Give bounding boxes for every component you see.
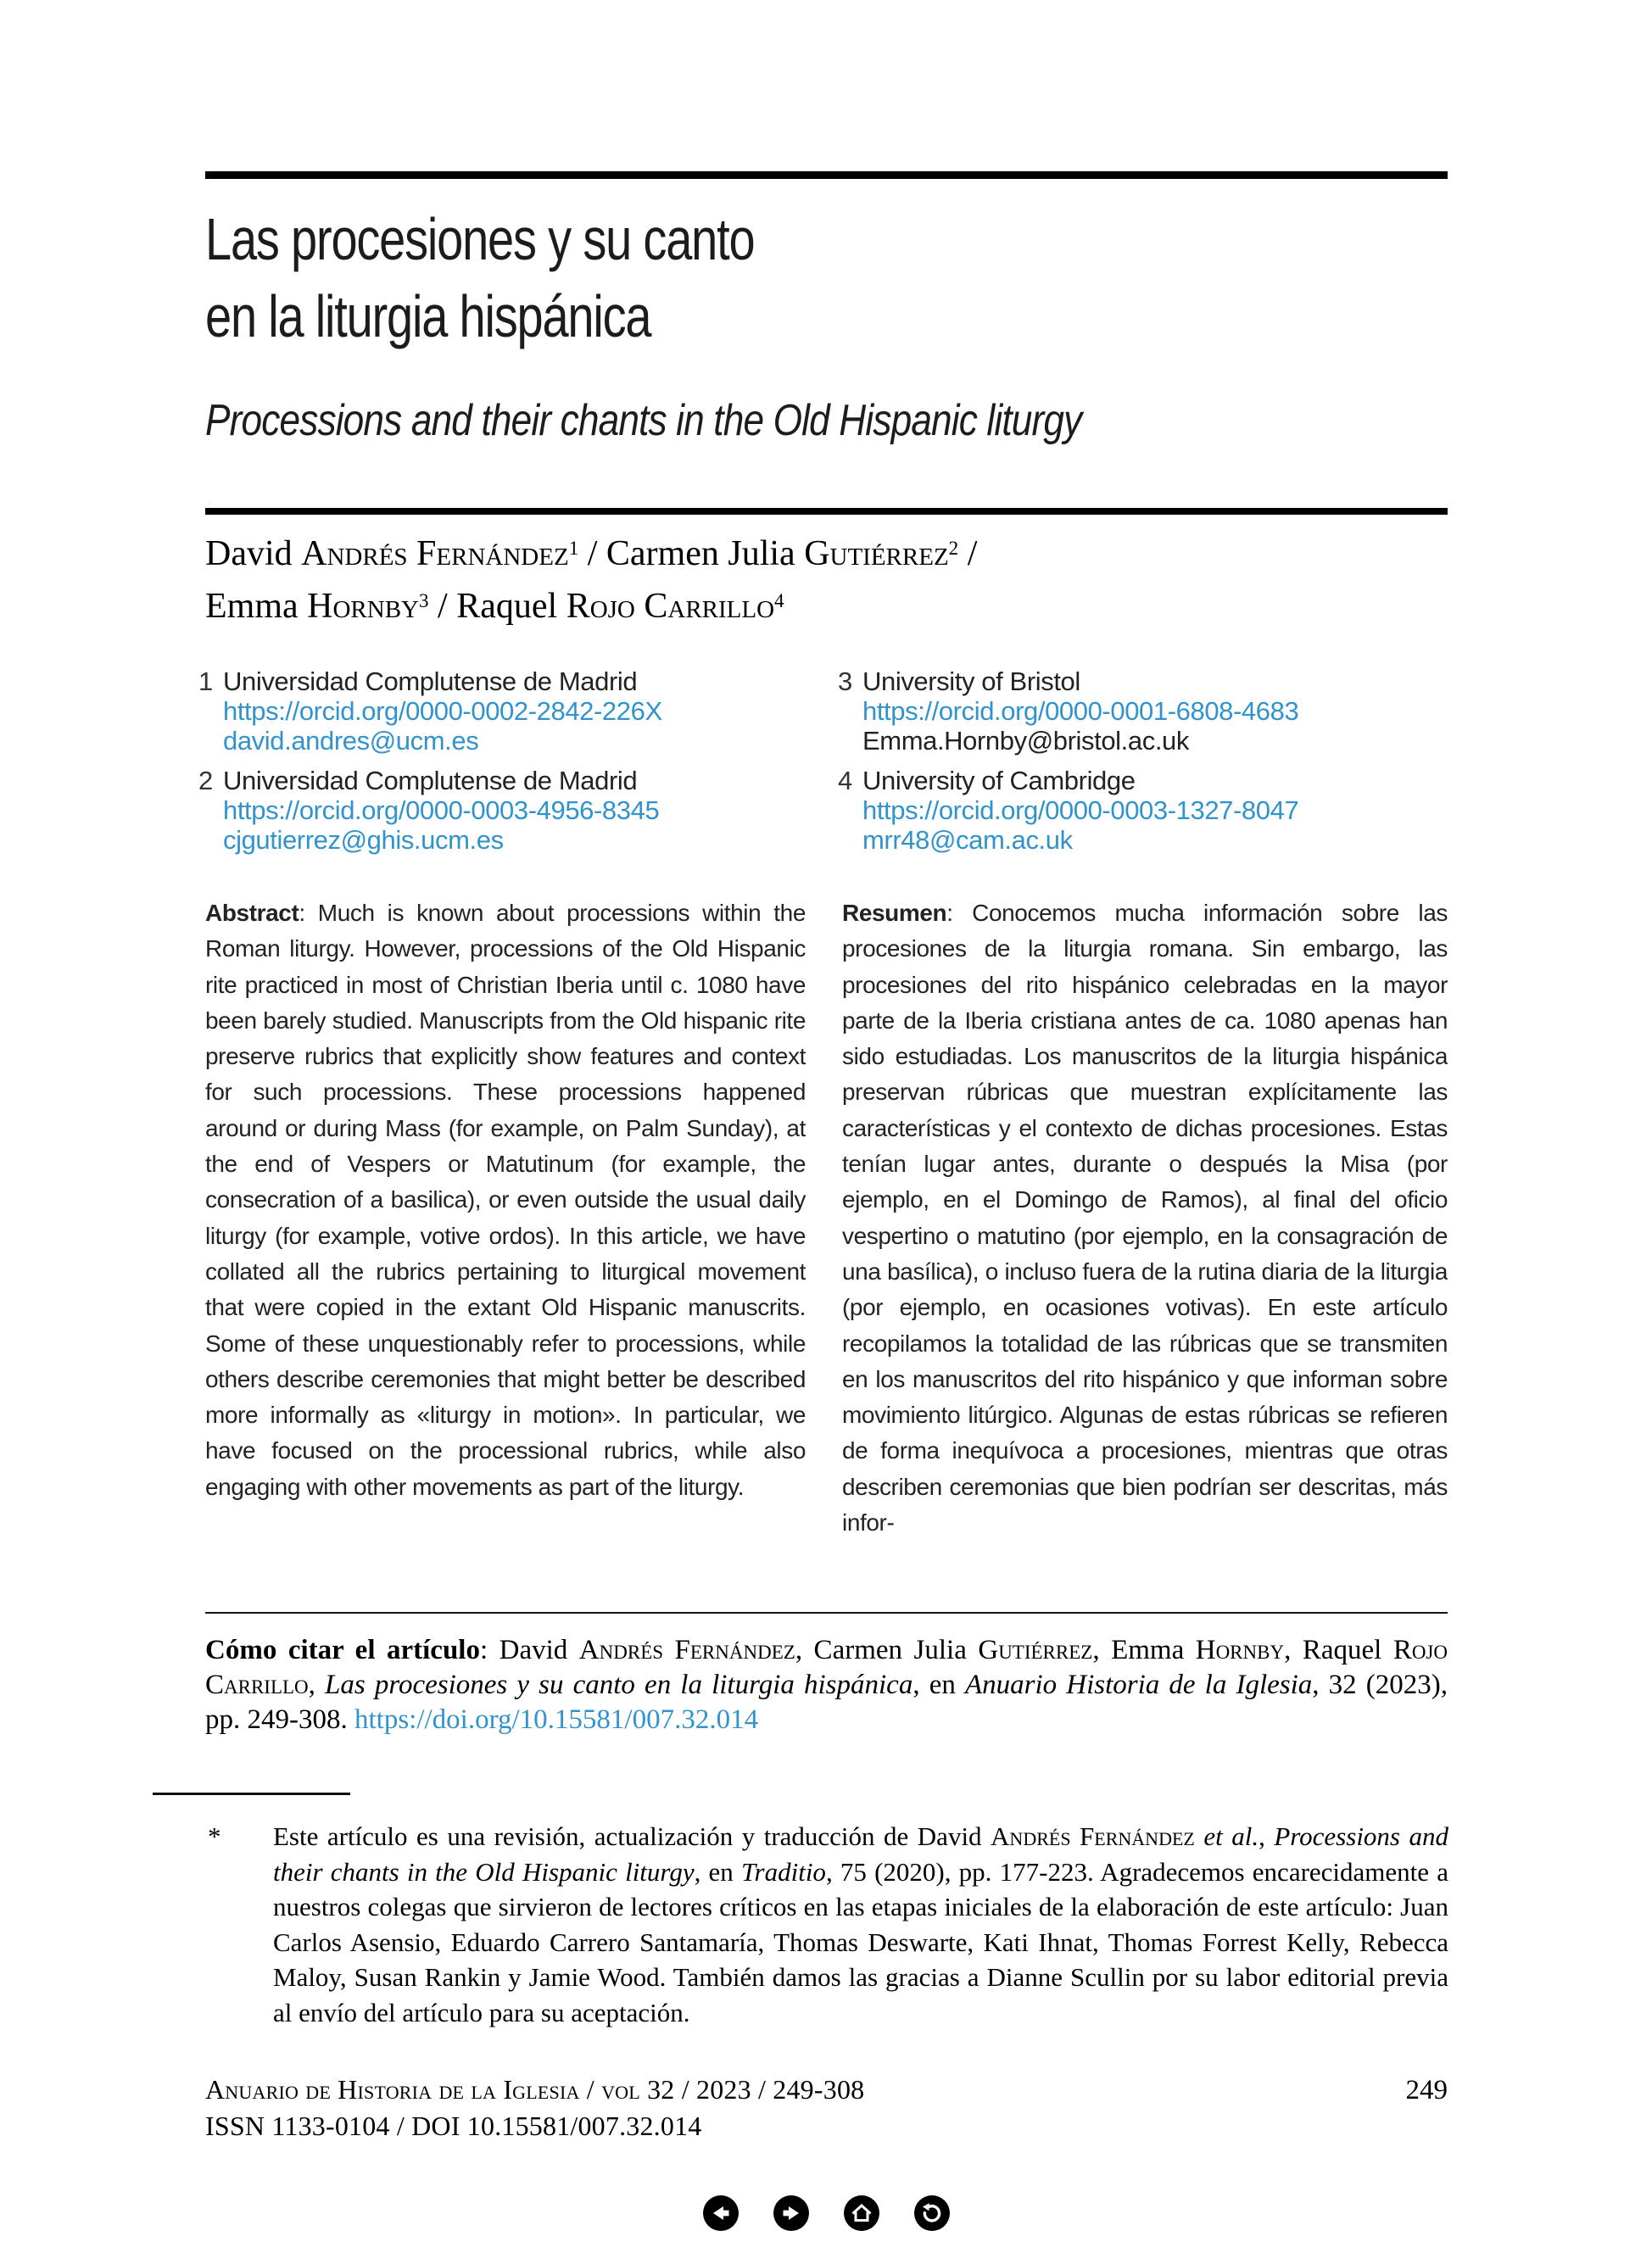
footnote (208, 1819, 1448, 2030)
article-title-en: Processions and their chants in the Old Hispanic liturgy (205, 396, 1082, 445)
orcid-link[interactable]: https://orcid.org/0000-0003-4956-8345 (223, 795, 660, 825)
email-link[interactable]: mrr48@cam.ac.uk (862, 825, 1073, 855)
orcid-link[interactable]: https://orcid.org/0000-0001-6808-4683 (862, 696, 1299, 726)
abstract-english: Abstract: Much is known about processions within the Roman liturgy. However, processions of the Old Hispanic rite practiced in most of Christian Iberia until c. 1080 have been barely studied. Manuscripts from the Old hispanic rite preserve rubrics that explicitly show features and context for such processions. These processions happened around or during Mass (for example, on Palm Sunday), at the end of Vespers or Matutinum (for example, the consecration of a basilica), or even outside the usual daily liturgy (for example, votive ordos). In this article, we have collated all the rubrics pertaining to liturgical movement that were copied in the extant Old Hispanic manuscrits. Some of these unquestionably refer to processions, while others describe ceremonies that might better be described more informally as «liturgy in motion». In particular, we have focused on the processional rubrics, while also engaging with other movements as part of the liturgy. (205, 900, 806, 1500)
affiliation-name: University of Cambridge (862, 766, 1136, 795)
top-rule (205, 171, 1448, 179)
authors-block (205, 527, 977, 633)
reload-button[interactable] (914, 2195, 950, 2231)
footnote-marker: * (208, 1821, 221, 1851)
affiliation-number: 3 (838, 666, 852, 696)
affiliation-number: 4 (838, 766, 852, 795)
affiliation-name: University of Bristol (862, 666, 1080, 696)
email-link[interactable]: david.andres@ucm.es (223, 726, 479, 756)
affiliation-item-1 (198, 666, 801, 756)
affiliation-name: Universidad Complutense de Madrid (223, 666, 638, 696)
title-line-2: en la liturgia hispánica (205, 283, 651, 349)
home-button[interactable] (844, 2195, 879, 2231)
issn-doi-info: ISSN 1133-0104 / DOI 10.15581/007.32.014 (205, 2111, 702, 2141)
affiliation-item-3 (838, 666, 1448, 756)
page-footer (205, 2072, 1448, 2143)
affiliations-right-column (838, 666, 1448, 865)
arrow-right-icon (773, 2195, 809, 2231)
footnote-divider (153, 1793, 350, 1795)
email-link[interactable]: cjgutierrez@ghis.ucm.es (223, 825, 504, 855)
affiliation-number: 1 (198, 666, 213, 696)
affiliation-number: 2 (198, 766, 213, 795)
home-icon (844, 2195, 879, 2231)
reload-icon (914, 2195, 950, 2231)
page-number: 249 (1405, 2075, 1448, 2105)
authors-rule (205, 508, 1448, 515)
footnote-text: Este artículo es una revisión, actualización y traducción de David Andrés Fernández et al., Processions and their chants in the Old Hispanic liturgy, en Traditio, 75 (2020), pp. 177-223. Agradecemos encarecidamente a nuestros colegas que sirvieron de lectores críticos en las etapas iniciales de la elaboración de este artículo: Juan Carlos Asensio, Eduardo Carrero Santamaría, Thomas Deswarte, Kati Ihnat, Thomas Forrest Kelly, Rebecca Maloy, Susan Rankin y Jamie Wood. También damos las gracias a Dianne Scullin por su labor editorial previa al envío del artículo para su aceptación. (273, 1821, 1448, 2027)
citation-rule (205, 1612, 1448, 1614)
article-title-es (205, 201, 754, 355)
journal-volume-info: Anuario de Historia de la Iglesia / vol 32 / 2023 / 249-308 (205, 2074, 865, 2105)
affiliations-left-column (198, 666, 801, 865)
abstract-spanish: Resumen: Conocemos mucha información sobre las procesiones de la liturgia romana. Sin embargo, las procesiones del rito hispánico celebradas en la mayor parte de la Iberia cristiana antes de ca. 1080 apenas han sido estudiadas. Los manuscritos de la liturgia hispánica preservan rúbricas que muestran explícitamente las características y el contexto de dichas procesiones. Estas tenían lugar antes, durante o después la Misa (por ejemplo, en el Domingo de Ramos), al final del oficio vespertino o matutino (por ejemplo, en la consagración de una basílica), o incluso fuera de la rutina diaria de la liturgia (por ejemplo, en ocasiones votivas). En este artículo recopilamos la totalidad de las rúbricas que se transmiten en los manuscritos del rito hispánico y que informan sobre movimiento litúrgico. Algunas de estas rúbricas se refieren de forma inequívoca a procesiones, mientras que otras describen ceremonias que bien podrían ser descritas, más infor- (842, 900, 1448, 1536)
authors-line-2: Emma Hornby$^3$ / Raquel Rojo Carrillo$^4$ (205, 587, 784, 626)
email-link[interactable]: Emma.Hornby@bristol.ac.uk (862, 726, 1189, 756)
back-button[interactable] (703, 2195, 739, 2231)
orcid-link[interactable]: https://orcid.org/0000-0003-1327-8047 (862, 795, 1299, 825)
affiliation-item-4 (838, 766, 1448, 855)
affiliation-name: Universidad Complutense de Madrid (223, 766, 638, 795)
inline-link[interactable]: https://doi.org/10.15581/007.32.014 (354, 1704, 759, 1735)
arrow-left-icon (703, 2195, 739, 2231)
nav-toolbar (0, 2195, 1652, 2231)
forward-button[interactable] (773, 2195, 809, 2231)
title-line-1: Las procesiones y su canto (205, 206, 755, 272)
orcid-link[interactable]: https://orcid.org/0000-0002-2842-226X (223, 696, 662, 726)
affiliation-item-2 (198, 766, 801, 855)
citation-block: Cómo citar el artículo: David Andrés Fernández, Carmen Julia Gutiérrez, Emma Hornby, Raquel Rojo Carrillo, Las procesiones y su canto en la liturgia hispánica, en Anuario Historia de la Iglesia, 32 (2023), pp. 249-308. https://doi.org/10.15581/007.32.014 (205, 1635, 1448, 1735)
authors-line-1: David Andrés Fernández$^1$ / Carmen Julia Gutiérrez$^2$ / (205, 534, 978, 573)
